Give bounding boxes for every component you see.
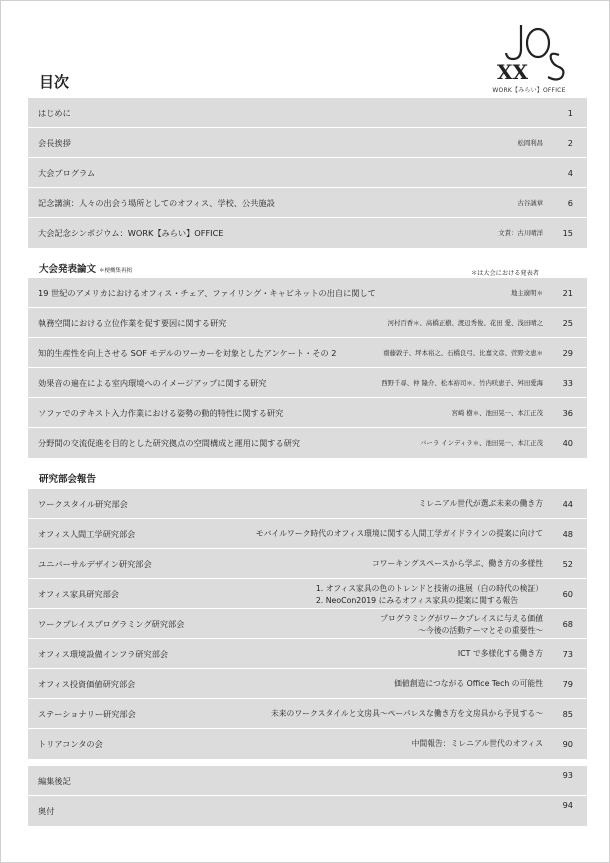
toc-row-title: 大会記念シンポジウム：WORK【みらい】OFFICE — [38, 228, 224, 238]
committee-row-page: 60 — [562, 589, 573, 599]
committee-row-report — [458, 639, 543, 669]
toc-row-title: 記念講演：人々の出会う場所としてのオフィス、学校、公共施設 — [38, 198, 275, 208]
committee-row-report — [394, 669, 543, 699]
committee-row-page: 90 — [562, 739, 573, 749]
paper-row — [28, 338, 587, 368]
committee-row — [28, 609, 587, 639]
committee-row-report — [419, 489, 543, 519]
toc-row-page: 6 — [567, 198, 573, 208]
committee-report-line: 1. オフィス家具の色のトレンドと技術の進展（白の時代の検証） — [315, 584, 543, 593]
jos-logo — [487, 19, 571, 97]
paper-row-page: 29 — [562, 348, 573, 358]
paper-row-page: 36 — [562, 408, 573, 418]
committee-report-line: 中間報告：ミレニアル世代のオフィス — [411, 739, 543, 748]
committee-row — [28, 729, 587, 759]
presenter-note: ＊は大会における発表者 — [470, 270, 539, 277]
committee-row-title: オフィス環境設備インフラ研究部会 — [38, 649, 169, 659]
paper-row — [28, 398, 587, 428]
committee-report-line: コワーキングスペースから学ぶ、働き方の多様性 — [372, 559, 543, 568]
toc-row-page: 1 — [567, 108, 573, 118]
toc-row — [28, 218, 587, 248]
committee-row-report — [372, 549, 543, 579]
paper-row-page: 33 — [562, 378, 573, 388]
papers-list — [28, 278, 587, 458]
committee-row-title: ワークプレイスプログラミング研究部会 — [38, 619, 185, 629]
toc-row-title: 大会プログラム — [38, 168, 96, 178]
committee-row-page: 79 — [562, 679, 573, 689]
paper-row-title: 執務空間における立位作業を促す要因に関する研究 — [38, 318, 227, 328]
committee-row — [28, 489, 587, 519]
paper-row-author: 西野千尋、仲 隆介、松本裕司＊、竹内咲恵子、舛田愛海 — [381, 379, 543, 387]
papers-heading-text: 大会発表論文 — [39, 264, 97, 275]
toc-row-title: 会長挨拶 — [38, 138, 71, 148]
committee-row-report — [271, 699, 543, 729]
toc-row-page: 4 — [567, 168, 573, 178]
back-row — [28, 766, 587, 796]
paper-row-title: 19 世紀のアメリカにおけるオフィス・チェア、ファイリング・キャビネットの出自に関して — [38, 288, 376, 298]
page-title: 目次 — [39, 73, 70, 91]
committee-row-title: ユニバーサルデザイン研究部会 — [38, 559, 152, 569]
committee-row — [28, 669, 587, 699]
paper-row-title: 効果音の遍在による室内環境へのイメージアップに関する研究 — [38, 378, 267, 388]
committee-row — [28, 519, 587, 549]
committee-row-title: ステーショナリー研究部会 — [38, 709, 136, 719]
papers-heading-note: ＊梗概集再掲 — [99, 268, 133, 274]
paper-row — [28, 368, 587, 398]
paper-row-author: 宮崎 樹＊、池田晃一、本江正茂 — [451, 409, 543, 417]
committee-report-line: ICT で多様化する働き方 — [457, 649, 543, 658]
back-row-page: 94 — [562, 800, 573, 810]
toc-row-author: 松岡利昌 — [517, 139, 543, 147]
papers-heading — [39, 261, 132, 275]
toc-row-author: 文責：古川晴洋 — [498, 229, 543, 237]
svg-text:XX: XX — [497, 60, 529, 81]
committee-row-title: ワークスタイル研究部会 — [38, 499, 128, 509]
toc-row-author: 古谷誠章 — [517, 199, 543, 207]
paper-row-author: 齋藤敦子、坪本裕之、石橋良弓、比嘉文彦、菅野文恵＊ — [383, 349, 543, 357]
committee-row — [28, 579, 587, 609]
committee-row — [28, 639, 587, 669]
committees-list — [28, 489, 587, 759]
committee-report-line: ミレニアル世代が選ぶ未来の働き方 — [418, 499, 543, 508]
paper-row — [28, 278, 587, 308]
committee-row — [28, 549, 587, 579]
committee-row-title: トリアコンタの会 — [38, 739, 103, 749]
committee-row-page: 68 — [562, 619, 573, 629]
paper-row — [28, 308, 587, 338]
toc-row-title: はじめに — [38, 108, 71, 118]
back-matter-list — [28, 766, 587, 826]
committee-report-line: 価値創造につながる Office Tech の可能性 — [394, 679, 543, 688]
committee-row-title: オフィス家具研究部会 — [38, 589, 119, 599]
back-row-title: 編集後記 — [38, 776, 71, 786]
paper-row-author: 地主廣明＊ — [511, 289, 543, 297]
committee-row-page: 85 — [562, 709, 573, 719]
logo-caption: WORK【みらい】OFFICE — [492, 87, 566, 94]
toc-row — [28, 98, 587, 128]
paper-row-author: 河村百香＊、高橋正樹、渡辺秀俊、花田 愛、浅田晴之 — [387, 319, 543, 327]
paper-row-page: 21 — [562, 288, 573, 298]
committee-row-title: オフィス人間工学研究部会 — [38, 529, 136, 539]
toc-row — [28, 128, 587, 158]
paper-row-page: 25 — [562, 318, 573, 328]
paper-row-author: バーラ インディラ＊、池田晃一、本江正茂 — [420, 439, 543, 447]
back-row-title: 奥付 — [38, 806, 55, 816]
toc-row-page: 2 — [567, 138, 573, 148]
committee-report-line: プログラミングがワークプレイスに与える価値 — [380, 614, 543, 623]
paper-row — [28, 428, 587, 458]
paper-row-page: 40 — [562, 438, 573, 448]
back-row — [28, 796, 587, 826]
committee-row-page: 44 — [562, 499, 573, 509]
committee-row — [28, 699, 587, 729]
committee-row-report — [256, 519, 543, 549]
paper-row-title: 分野間の交流促進を目的とした研究拠点の空間構成と運用に関する研究 — [38, 438, 301, 448]
committee-report-line: 未来のワークスタイルと文房具〜ペーパレスな働き方を文房具から予見する〜 — [270, 709, 543, 718]
front-matter-list — [28, 98, 587, 248]
committee-row-report — [316, 583, 543, 607]
paper-row-title: ソファでのテキスト入力作業における姿勢の動的特性に関する研究 — [38, 408, 284, 418]
committee-row-title: オフィス投資価値研究部会 — [38, 679, 136, 689]
committee-row-page: 73 — [562, 649, 573, 659]
committee-row-report — [380, 613, 543, 637]
paper-row-title: 知的生産性を向上させる SOF モデルのワーカーを対象としたアンケート・その 2 — [38, 348, 337, 358]
committee-report-line: 〜今後の活動テーマとその重要性〜 — [418, 626, 543, 635]
committee-row-page: 48 — [562, 529, 573, 539]
committee-row-report — [412, 729, 543, 759]
committees-heading: 研究部会報告 — [39, 474, 97, 485]
jos-logo-mark-icon — [487, 19, 571, 81]
committee-report-line: モバイルワーク時代のオフィス環境に関する人間工学ガイドラインの提案に向けて — [255, 529, 543, 538]
toc-row — [28, 158, 587, 188]
toc-row-page: 15 — [562, 228, 573, 238]
committee-report-line: 2. NeoCon2019 にみるオフィス家具の提案に関する報告 — [315, 596, 519, 605]
committee-row-page: 52 — [562, 559, 573, 569]
toc-row — [28, 188, 587, 218]
back-row-page: 93 — [562, 770, 573, 780]
